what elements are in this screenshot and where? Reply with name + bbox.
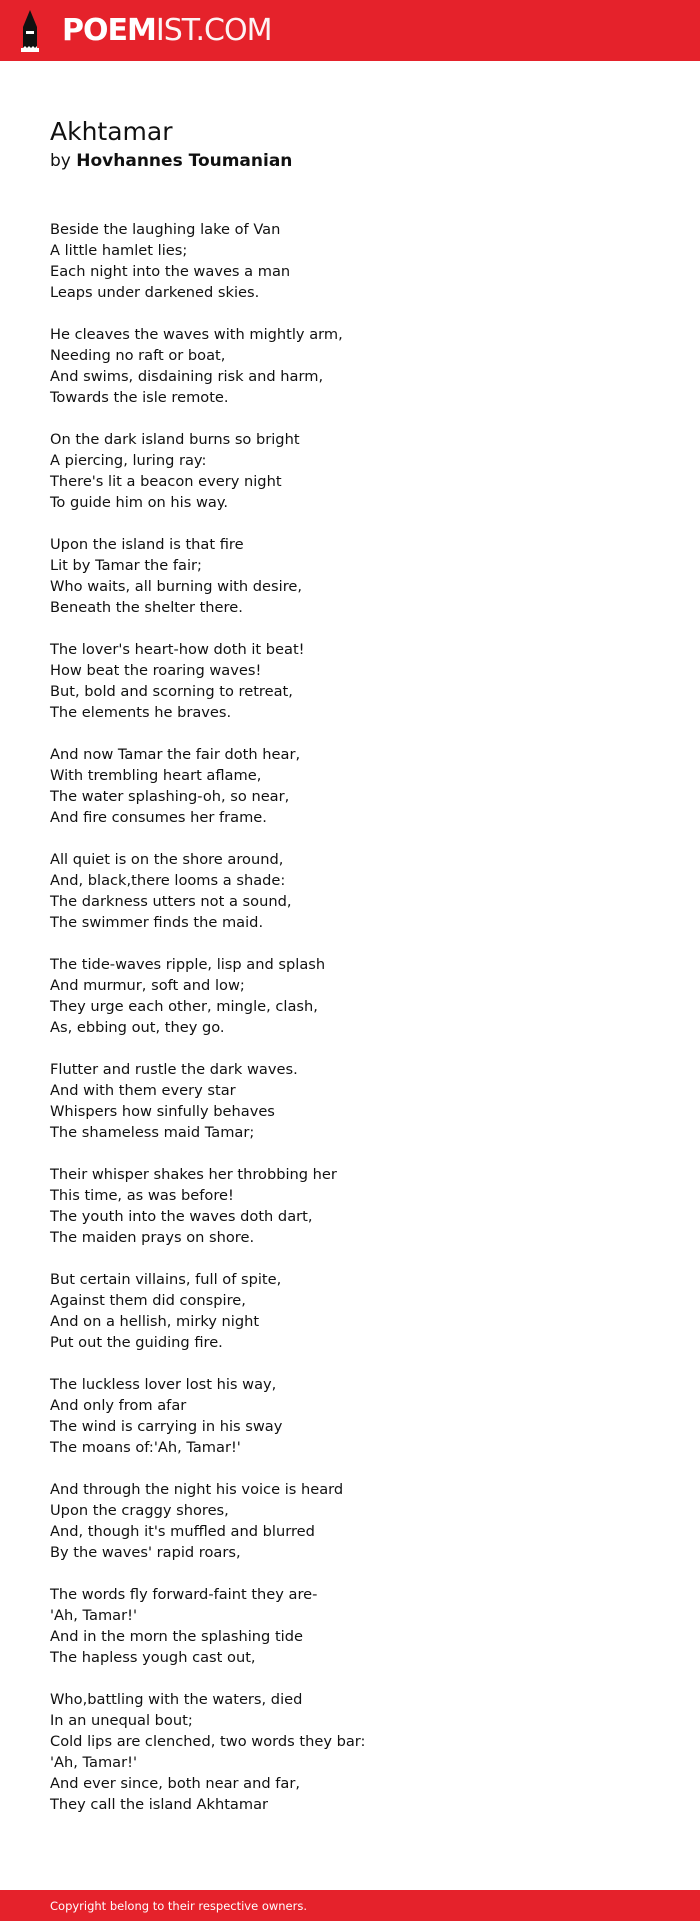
poem-byline [50,149,650,173]
poem-line: And only from afar [50,1397,187,1414]
poem-line: To guide him on his way. [50,494,229,511]
poem-line: Against them did conspire, [50,1292,246,1309]
site-logo-text [62,13,272,48]
poem-line: 'Ah, Tamar!' [50,1607,137,1624]
copyright-text: Copyright belong to their respective owners. [50,1899,308,1913]
poem-line: How beat the roaring waves! [50,662,262,679]
logo-text-bold: POEM [62,13,156,48]
poem-line: And ever since, both near and far, [50,1775,300,1792]
stanza [50,1164,650,1248]
poem-line: The maiden prays on shore. [50,1229,255,1246]
poem-line: The moans of:'Ah, Tamar!' [50,1439,241,1456]
poem-line: Upon the craggy shores, [50,1502,229,1519]
site-logo[interactable] [17,10,271,52]
poem-line: Needing no raft or boat, [50,347,226,364]
stanza [50,849,650,933]
poem-line: The swimmer finds the maid. [50,914,264,931]
poem-line: And swims, disdaining risk and harm, [50,368,324,385]
poem-line: Flutter and rustle the dark waves. [50,1061,298,1078]
poem-line: Each night into the waves a man [50,263,291,280]
poem-line: And now Tamar the fair doth hear, [50,746,301,763]
poem-line: Their whisper shakes her throbbing her [50,1166,337,1183]
poem-line: As, ebbing out, they go. [50,1019,225,1036]
stanza [50,534,650,618]
poem-line: In an unequal bout; [50,1712,193,1729]
poem-line: Cold lips are clenched, two words they bar: [50,1733,366,1750]
logo-text-light: IST.COM [155,13,272,48]
stanza [50,1269,650,1353]
poem-line: And, black,there looms a shade: [50,872,286,889]
poem-line: And murmur, soft and low; [50,977,245,994]
poem-line: And fire consumes her frame. [50,809,267,826]
poem-line: A little hamlet lies; [50,242,188,259]
poem-line: Beneath the shelter there. [50,599,243,616]
stanza [50,1374,650,1458]
poem-line: A piercing, luring ray: [50,452,207,469]
poem-line: And with them every star [50,1082,236,1099]
poem-line: They call the island Akhtamar [50,1796,269,1813]
poem-line: The elements he braves. [50,704,232,721]
poem-line: There's lit a beacon every night [50,473,282,490]
poem-line: Put out the guiding fire. [50,1334,223,1351]
stanza [50,1584,650,1668]
poem-line: Upon the island is that fire [50,536,244,553]
stanza [50,639,650,723]
poem-line: And on a hellish, mirky night [50,1313,260,1330]
poem-line: The tide-waves ripple, lisp and splash [50,956,326,973]
poem-line: Who,battling with the waters, died [50,1691,303,1708]
poem-line: Leaps under darkened skies. [50,284,260,301]
poem-line: But certain villains, full of spite, [50,1271,282,1288]
poem-line: This time, as was before! [50,1187,234,1204]
poem-line: The hapless yough cast out, [50,1649,256,1666]
poem-title: Akhtamar [50,117,173,146]
poem-line: He cleaves the waves with mightly arm, [50,326,343,343]
stanza [50,744,650,828]
poem-line: The shameless maid Tamar; [50,1124,255,1141]
poem-line: The water splashing-oh, so near, [50,788,290,805]
poem-line: And, though it's muffled and blurred [50,1523,315,1540]
stanza [50,324,650,408]
site-header [0,0,700,61]
poem-line: The words fly forward-faint they are- [50,1586,318,1603]
stanza [50,429,650,513]
poem-line: The darkness utters not a sound, [50,893,292,910]
stanza [50,1059,650,1143]
poem-line: Who waits, all burning with desire, [50,578,302,595]
poem-line: Whispers how sinfully behaves [50,1103,275,1120]
poem-line: They urge each other, mingle, clash, [50,998,318,1015]
poem-line: On the dark island burns so bright [50,431,300,448]
poem-line: The lover's heart-how doth it beat! [50,641,305,658]
poem-line: With trembling heart aflame, [50,767,262,784]
poem-line: The wind is carrying in his sway [50,1418,283,1435]
stanza [50,219,650,303]
poem-line: Beside the laughing lake of Van [50,221,281,238]
poem-line: But, bold and scorning to retreat, [50,683,293,700]
poem-line: Lit by Tamar the fair; [50,557,202,574]
poem-heading [50,116,650,173]
poem-line: By the waves' rapid roars, [50,1544,241,1561]
poem-author: Hovhannes Toumanian [76,151,293,171]
poem-line: And in the morn the splashing tide [50,1628,303,1645]
stanza [50,1689,650,1815]
site-footer [0,1890,700,1921]
pen-nib-icon [17,10,43,52]
poem-line: The youth into the waves doth dart, [50,1208,313,1225]
by-label: by [50,151,71,171]
poem-body [50,219,650,1836]
stanza [50,1479,650,1563]
poem-line: All quiet is on the shore around, [50,851,284,868]
poem-line: 'Ah, Tamar!' [50,1754,137,1771]
stanza [50,954,650,1038]
poem-line: The luckless lover lost his way, [50,1376,277,1393]
poem-line: And through the night his voice is heard [50,1481,344,1498]
poem-line: Towards the isle remote. [50,389,229,406]
